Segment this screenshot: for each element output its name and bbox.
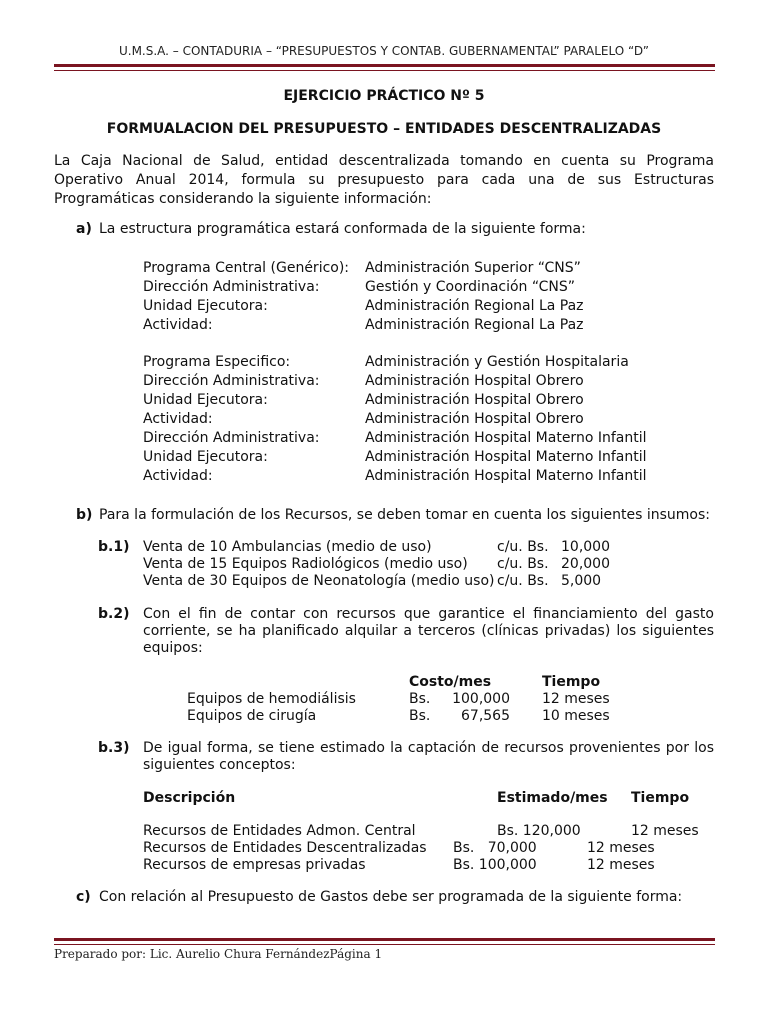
- sale-price-label: c/u. Bs.: [497, 539, 549, 555]
- structure-value: Administración Superior “CNS”: [365, 260, 581, 276]
- income-time: 12 meses: [587, 840, 655, 856]
- section-b-marker: b): [76, 507, 93, 523]
- section-b3-text: De igual forma, se tiene estimado la captación de recursos provenientes por los siguientes conceptos:: [143, 740, 714, 773]
- rental-desc: Equipos de hemodiálisis: [187, 691, 356, 707]
- sale-price: 20,000: [561, 556, 610, 572]
- sale-price: 10,000: [561, 539, 610, 555]
- sale-price-label: c/u. Bs.: [497, 573, 549, 589]
- structure-label: Dirección Administrativa:: [143, 430, 320, 446]
- structure-label: Programa Especifico:: [143, 354, 291, 370]
- section-b-text: Para la formulación de los Recursos, se deben tomar en cuenta los siguientes insumos:: [99, 507, 710, 523]
- sale-price-label: c/u. Bs.: [497, 556, 549, 572]
- rental-amount: 100,000: [452, 691, 510, 707]
- structure-value: Administración Hospital Materno Infantil: [365, 430, 647, 446]
- rental-col-cost: Costo/mes: [409, 674, 492, 690]
- section-b1-marker: b.1): [98, 539, 130, 555]
- income-desc: Recursos de Entidades Admon. Central: [143, 823, 416, 839]
- sale-price: 5,000: [561, 573, 602, 589]
- section-a-text: La estructura programática estará conformada de la siguiente forma:: [99, 221, 586, 237]
- income-amount: Bs. 100,000: [453, 857, 537, 873]
- structure-value: Administración Hospital Obrero: [365, 392, 584, 408]
- structure-value: Administración Hospital Materno Infantil: [365, 449, 647, 465]
- section-b2-marker: b.2): [98, 606, 130, 622]
- income-col-time: Tiempo: [631, 790, 690, 806]
- sale-desc: Venta de 30 Equipos de Neonatología (medio uso): [143, 573, 495, 589]
- income-time: 12 meses: [587, 857, 655, 873]
- income-amount: Bs. 70,000: [453, 840, 537, 856]
- exercise-subtitle: FORMUALACION DEL PRESUPUESTO – ENTIDADES DESCENTRALIZADAS: [106, 121, 662, 137]
- income-amount: Bs. 120,000: [497, 823, 581, 839]
- income-col-desc: Descripción: [143, 790, 236, 806]
- rental-col-time: Tiempo: [542, 674, 601, 690]
- sale-desc: Venta de 15 Equipos Radiológicos (medio uso): [143, 556, 468, 572]
- structure-label: Actividad:: [143, 317, 213, 333]
- header-rule-thin: [54, 70, 715, 71]
- footer-rule: [54, 938, 715, 941]
- section-c-text: Con relación al Presupuesto de Gastos debe ser programada de la siguiente forma:: [99, 889, 683, 905]
- footer-prepared-by: Preparado por: Lic. Aurelio Chura Fernández: [54, 947, 330, 961]
- section-b3-marker: b.3): [98, 740, 130, 756]
- exercise-title: EJERCICIO PRÁCTICO Nº 5: [283, 88, 485, 104]
- structure-value: Administración y Gestión Hospitalaria: [365, 354, 629, 370]
- structure-label: Unidad Ejecutora:: [143, 392, 268, 408]
- structure-label: Dirección Administrativa:: [143, 279, 320, 295]
- structure-value: Administración Regional La Paz: [365, 317, 584, 333]
- section-c-marker: c): [76, 889, 91, 905]
- rental-amount: 67,565: [461, 708, 510, 724]
- rental-currency: Bs.: [409, 691, 431, 707]
- income-desc: Recursos de Entidades Descentralizadas: [143, 840, 427, 856]
- structure-value: Gestión y Coordinación “CNS”: [365, 279, 576, 295]
- page-header: U.M.S.A. – CONTADURIA – “PRESUPUESTOS Y CONTAB. GUBERNAMENTAL” PARALELO “D”: [118, 44, 650, 58]
- structure-label: Programa Central (Genérico):: [143, 260, 350, 276]
- structure-label: Actividad:: [143, 411, 213, 427]
- structure-value: Administración Hospital Obrero: [365, 411, 584, 427]
- rental-time: 12 meses: [542, 691, 610, 707]
- structure-value: Administración Regional La Paz: [365, 298, 584, 314]
- rental-time: 10 meses: [542, 708, 610, 724]
- structure-value: Administración Hospital Materno Infantil: [365, 468, 647, 484]
- structure-label: Dirección Administrativa:: [143, 373, 320, 389]
- section-b2-text: Con el fin de contar con recursos que garantice el financiamiento del gasto corriente, se ha planificado alquilar a terceros (clínicas privadas) los siguientes equipos:: [143, 606, 714, 656]
- structure-label: Actividad:: [143, 468, 213, 484]
- structure-label: Unidad Ejecutora:: [143, 449, 268, 465]
- rental-desc: Equipos de cirugía: [187, 708, 317, 724]
- income-time: 12 meses: [631, 823, 699, 839]
- rental-currency: Bs.: [409, 708, 431, 724]
- income-desc: Recursos de empresas privadas: [143, 857, 366, 873]
- sale-desc: Venta de 10 Ambulancias (medio de uso): [143, 539, 432, 555]
- section-a-marker: a): [76, 221, 92, 237]
- footer-page-number: Página 1: [329, 947, 383, 961]
- page-footer: [54, 947, 382, 961]
- header-rule: [54, 64, 715, 67]
- intro-paragraph: La Caja Nacional de Salud, entidad descentralizada tomando en cuenta su Programa Operativo Anual 2014, formula su presupuesto para cada una de sus Estructuras Programáticas considerando la siguiente información:: [54, 153, 714, 207]
- income-col-estimate: Estimado/mes: [497, 790, 608, 806]
- footer-rule-thin: [54, 944, 715, 945]
- structure-label: Unidad Ejecutora:: [143, 298, 268, 314]
- structure-value: Administración Hospital Obrero: [365, 373, 584, 389]
